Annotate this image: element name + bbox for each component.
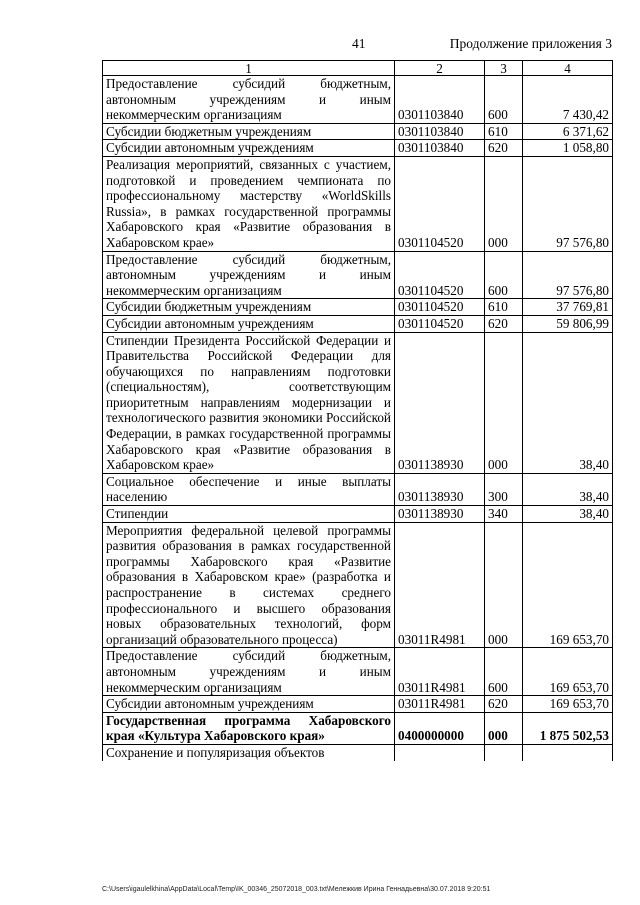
row-code: 0301138930 xyxy=(395,506,485,523)
table-row xyxy=(103,506,613,523)
row-sum: 97 576,80 xyxy=(523,156,613,251)
row-vr xyxy=(485,744,523,760)
table-row xyxy=(103,156,613,251)
table-row xyxy=(103,251,613,299)
row-code: 0301104520 xyxy=(395,299,485,316)
table-row xyxy=(103,299,613,316)
col-header-4: 4 xyxy=(523,61,613,76)
row-name: Субсидии автономным учреждениям xyxy=(103,140,395,157)
row-code: 0301138930 xyxy=(395,473,485,505)
row-vr: 620 xyxy=(485,696,523,713)
column-header-row xyxy=(103,61,613,76)
row-sum: 1 058,80 xyxy=(523,140,613,157)
table-row xyxy=(103,696,613,713)
col-header-2: 2 xyxy=(395,61,485,76)
continuation-label: Продолжение приложения 3 xyxy=(449,36,612,51)
table-row xyxy=(103,473,613,505)
row-sum: 169 653,70 xyxy=(523,648,613,696)
row-vr: 620 xyxy=(485,140,523,157)
row-name: Субсидии автономным учреждениям xyxy=(103,315,395,332)
row-code: 0301104520 xyxy=(395,315,485,332)
row-name: Субсидии бюджетным учреждениям xyxy=(103,299,395,316)
row-sum: 169 653,70 xyxy=(523,696,613,713)
row-vr: 600 xyxy=(485,251,523,299)
file-path-footer: C:\Users\igaulelkhina\AppData\Local\Temp\IK_00346_25072018_003.txt\Мележкив Ирина Геннадьевна\30.07.2018 9:20:51 xyxy=(102,886,491,893)
row-code: 0400000000 xyxy=(395,712,485,744)
table-row xyxy=(103,315,613,332)
row-vr: 000 xyxy=(485,522,523,648)
table-row xyxy=(103,76,613,124)
row-sum: 169 653,70 xyxy=(523,522,613,648)
table-row xyxy=(103,522,613,648)
row-sum: 1 875 502,53 xyxy=(523,712,613,744)
row-vr: 000 xyxy=(485,712,523,744)
row-code xyxy=(395,744,485,760)
row-code: 0301138930 xyxy=(395,332,485,473)
row-sum xyxy=(523,744,613,760)
row-name: Мероприятия федеральной целевой программы развития образования в рамках государственной программы Хабаровского края «Развитие образования в Хабаровском крае» (разработка и распространение в системах среднего профессионального и высшего образования новых образовательных технологий, форм организаций образовательного процесса) xyxy=(103,522,395,648)
row-name: Предоставление субсидий бюджетным, автономным учреждениям и иным некоммерческим организациям xyxy=(103,76,395,124)
row-name: Реализация мероприятий, связанных с участием, подготовкой и проведением чемпионата по профессиональному мастерству «WorldSkills Russia», в рамках государственной программы Хабаровского края «Развитие образования в Хабаровском крае» xyxy=(103,156,395,251)
row-code: 0301103840 xyxy=(395,140,485,157)
row-name: Сохранение и популяризация объектов xyxy=(103,744,395,760)
row-sum: 37 769,81 xyxy=(523,299,613,316)
row-code: 0301103840 xyxy=(395,76,485,124)
row-code: 03011R4981 xyxy=(395,648,485,696)
row-code: 0301103840 xyxy=(395,123,485,140)
row-vr: 610 xyxy=(485,299,523,316)
row-sum: 38,40 xyxy=(523,332,613,473)
table-row-continued xyxy=(103,744,613,760)
row-code: 03011R4981 xyxy=(395,696,485,713)
row-name: Предоставление субсидий бюджетным, автономным учреждениям и иным некоммерческим организациям xyxy=(103,251,395,299)
row-name: Социальное обеспечение и иные выплаты населению xyxy=(103,473,395,505)
row-vr: 600 xyxy=(485,648,523,696)
budget-table xyxy=(102,60,613,761)
row-code: 0301104520 xyxy=(395,251,485,299)
table-row xyxy=(103,332,613,473)
col-header-1: 1 xyxy=(103,61,395,76)
row-vr: 600 xyxy=(485,76,523,124)
row-sum: 7 430,42 xyxy=(523,76,613,124)
table-row-program-total xyxy=(103,712,613,744)
page-number: 41 xyxy=(352,36,366,51)
row-vr: 610 xyxy=(485,123,523,140)
row-code: 0301104520 xyxy=(395,156,485,251)
row-name: Государственная программа Хабаровского края «Культура Хабаровского края» xyxy=(103,712,395,744)
table-row xyxy=(103,140,613,157)
col-header-3: 3 xyxy=(485,61,523,76)
row-name: Стипендии Президента Российской Федерации и Правительства Российской Федерации для обучающихся по направлениям подготовки (специальностям), соответствующим приоритетным направлениям модернизации и технологического развития экономики Российской Федерации, в рамках государственной программы Хабаровского края «Развитие образования в Хабаровском крае» xyxy=(103,332,395,473)
row-code: 03011R4981 xyxy=(395,522,485,648)
row-sum: 38,40 xyxy=(523,473,613,505)
row-name: Предоставление субсидий бюджетным, автономным учреждениям и иным некоммерческим организациям xyxy=(103,648,395,696)
row-vr: 000 xyxy=(485,156,523,251)
row-sum: 6 371,62 xyxy=(523,123,613,140)
table-row xyxy=(103,648,613,696)
row-sum: 97 576,80 xyxy=(523,251,613,299)
table-row xyxy=(103,123,613,140)
row-vr: 620 xyxy=(485,315,523,332)
row-name: Субсидии автономным учреждениям xyxy=(103,696,395,713)
row-sum: 59 806,99 xyxy=(523,315,613,332)
row-sum: 38,40 xyxy=(523,506,613,523)
row-vr: 000 xyxy=(485,332,523,473)
row-vr: 300 xyxy=(485,473,523,505)
row-name: Субсидии бюджетным учреждениям xyxy=(103,123,395,140)
row-name: Стипендии xyxy=(103,506,395,523)
row-vr: 340 xyxy=(485,506,523,523)
